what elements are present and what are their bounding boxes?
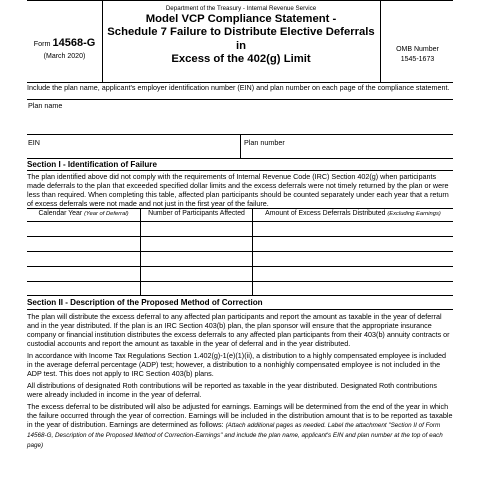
omb-box bbox=[380, 1, 454, 82]
table-row bbox=[27, 267, 453, 280]
table-cell-year[interactable] bbox=[29, 252, 139, 265]
table-top-border bbox=[27, 208, 453, 209]
divider bbox=[27, 158, 453, 159]
divider bbox=[27, 309, 453, 310]
plan-name-label: Plan name bbox=[28, 101, 63, 110]
form-title-box bbox=[103, 1, 379, 82]
table-column-divider bbox=[140, 208, 141, 295]
form-title bbox=[103, 13, 379, 66]
title-line-1: Model VCP Compliance Statement - bbox=[145, 13, 337, 25]
table-row bbox=[27, 252, 453, 265]
section-2-paragraph-2: In accordance with Income Tax Regulations Section 1.402(g)-1(e)(1)(ii), a distribution to a highly compensated employee is included in the average deferral percentage (ADP) test; however, a distribution to a nonhighly compensated employee is not included in the ADP test. This does not apply to IRC Section 403(b) plans. bbox=[27, 351, 446, 379]
section-2-heading: Section II - Description of the Proposed Method of Correction bbox=[27, 298, 263, 307]
table-bottom-border bbox=[27, 295, 453, 296]
attachment-note: (Attach additional pages as needed. Label the attachment "Section II of Form 14568-G, Description of the Proposed Method of Correction-Earnings" and include the plan name, applicant's EIN and plan number at the top of each page) bbox=[27, 422, 443, 450]
form-number: 14568-G bbox=[52, 37, 96, 49]
section-1-heading: Section I - Identification of Failure bbox=[27, 160, 157, 169]
plan-number-label: Plan number bbox=[244, 138, 285, 147]
table-row bbox=[27, 222, 453, 235]
form-page bbox=[27, 0, 453, 480]
table-row bbox=[27, 237, 453, 250]
table-cell-amount[interactable] bbox=[255, 222, 451, 235]
ein-field[interactable] bbox=[52, 138, 237, 156]
section-2-paragraph-3: All distributions of designated Roth contributions will be reported as taxable in the year distributed. Designated Roth contributions were already included in income in the year of deferral. bbox=[27, 381, 437, 400]
section-1-text: The plan identified above did not comply with the requirements of Internal Revenue Code (IRC) Section 402(g) when participants made deferrals to the plan that exceeded specified dollar limits and the excess deferrals were not timely returned by the plan or were less than required. When completing this table, affected plan participants should be counted separately under each year that a return of excess deferrals were not made and not just in the first year of the failure. bbox=[27, 172, 449, 209]
section-2-paragraph-4 bbox=[27, 402, 453, 450]
form-prefix: Form bbox=[33, 39, 51, 48]
table-cell-year[interactable] bbox=[29, 237, 139, 250]
instructions-text: Include the plan name, applicant's employer identification number (EIN) and plan number on each page of the compliance statement. bbox=[27, 83, 450, 92]
table-cell-year[interactable] bbox=[29, 222, 139, 235]
column-header-participants: Number of Participants Affected bbox=[148, 210, 245, 217]
earnings-method-text: The excess deferral to be distributed will also be adjusted for earnings. Earnings will be determined from the end of the year in which the failure occurred through the year of correction. Earnings will be included in the distribution amount that is to be reported as taxable in the year of distribution. Earnings are determined as follows: bbox=[27, 402, 453, 430]
divider bbox=[27, 170, 453, 171]
omb-label: OMB Number bbox=[396, 46, 439, 53]
table-cell-participants[interactable] bbox=[143, 267, 251, 280]
plan-name-field[interactable] bbox=[72, 101, 450, 125]
table-row bbox=[27, 282, 453, 295]
column-header-amount: Amount of Excess Deferrals Distributed (Excluding Earnings) bbox=[265, 210, 441, 217]
table-column-divider bbox=[252, 208, 253, 295]
divider bbox=[240, 134, 241, 158]
form-number-line bbox=[27, 37, 102, 49]
omb-number: 1545-1673 bbox=[400, 56, 435, 63]
form-header bbox=[27, 0, 453, 83]
table-cell-participants[interactable] bbox=[143, 282, 251, 295]
table-cell-participants[interactable] bbox=[143, 237, 251, 250]
title-line-3: Excess of the 402(g) Limit bbox=[171, 52, 311, 65]
table-cell-year[interactable] bbox=[29, 282, 139, 295]
table-cell-amount[interactable] bbox=[255, 267, 451, 280]
table-cell-amount[interactable] bbox=[255, 282, 451, 295]
form-id-box bbox=[27, 1, 103, 82]
column-header-calendar-year: Calendar Year (Year of Deferral) bbox=[38, 210, 129, 217]
section-2-paragraph-1: The plan will distribute the excess deferral to any affected plan participants and report the amount as taxable in the year of deferral and in the year distributed. If the plan is an IRC Section 403(b) plan, the plan sponsor will ensure that the appropriate insurance company or financial institution distributes the excess deferrals to any affected plan participants from their 403(b) annuity contracts or custodial accounts and report the amount as taxable in the year of deferral and in the year distributed. bbox=[27, 312, 450, 349]
table-cell-participants[interactable] bbox=[143, 252, 251, 265]
plan-number-field[interactable] bbox=[292, 138, 450, 156]
department-line: Department of the Treasury - Internal Revenue Service bbox=[165, 5, 317, 12]
divider bbox=[27, 99, 453, 100]
table-cell-amount[interactable] bbox=[255, 237, 451, 250]
ein-label: EIN bbox=[28, 138, 40, 147]
table-cell-year[interactable] bbox=[29, 267, 139, 280]
title-line-2: Schedule 7 Failure to Distribute Elective Deferrals in bbox=[107, 26, 375, 52]
table-cell-participants[interactable] bbox=[143, 222, 251, 235]
table-cell-amount[interactable] bbox=[255, 252, 451, 265]
form-date: (March 2020) bbox=[43, 53, 86, 60]
